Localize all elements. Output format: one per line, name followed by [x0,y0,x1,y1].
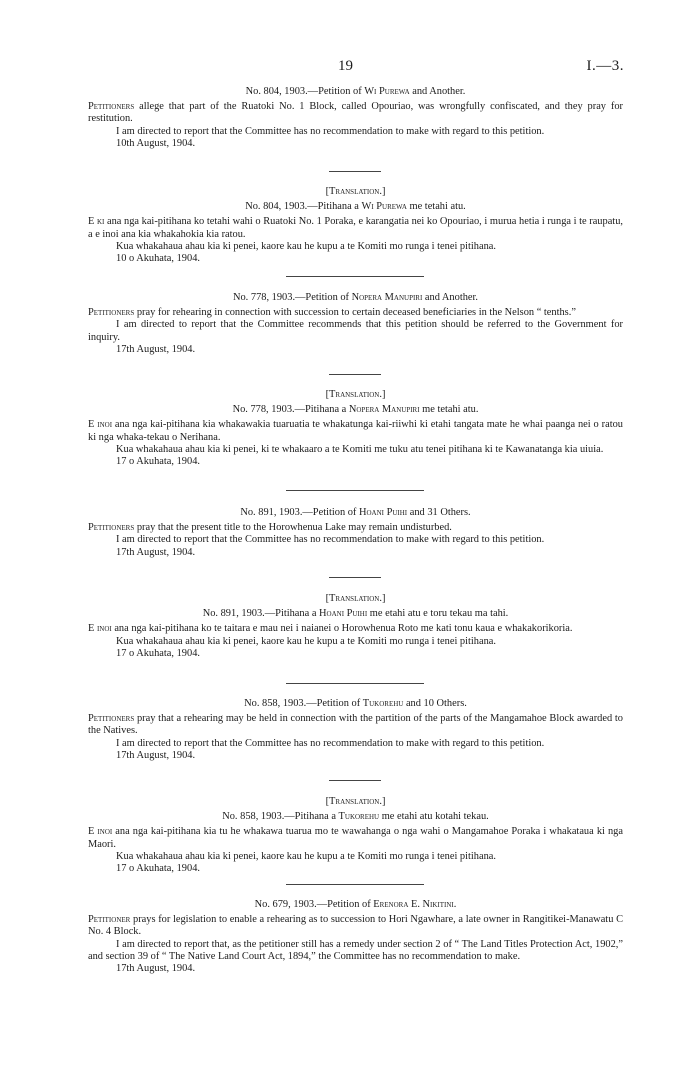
report-date: 17th August, 1904. [116,343,196,355]
petition-title: No. 858, 1903.—Pitihana a Tukorehu me etahi atu kotahi tekau. [222,811,489,823]
report-date: 10 o Akuhata, 1904. [116,253,200,265]
document-reference: I.—3. [586,58,624,74]
committee-report: Kua whakahaua ahau kia ki penei, kaore kau he kupu a te Komiti mo runga i tenei pitihana. [116,635,496,647]
petition-858-english [88,698,623,762]
petition-text: Petitioners allege that part of the Ruatoki No. 1 Block, called Opouriao, was wrongfully confiscated, and they pray for restitution. [88,101,623,125]
section-divider [329,780,381,781]
petition-text: E inoi ana nga kai-pitihana ko te taitara e mau nei i naianei o Horowhenua Roto me kati tonu kaua e whakakorikoria. [88,623,573,635]
section-divider [329,171,381,172]
petition-text: E inoi ana nga kai-pitihana kia whakawakia tuaruatia te whakatunga kai-riiwhi ki etahi tangata mate he whai paanga nei o ratou ki nga whaka-tekau o Nerihana. [88,419,623,443]
petition-804-translation [88,186,623,265]
petition-text: E ki ana nga kai-pitihana ko tetahi wahi o Ruatoki No. 1 Poraka, e karangatia nei ko Opouriao, i murua hetia i runga i te raupatu, a e inoi ana kia whakahokia kia ratou. [88,216,623,240]
report-date: 17 o Akuhata, 1904. [116,647,200,659]
petition-858-translation [88,796,623,875]
section-divider [286,276,424,277]
petition-title: No. 778, 1903.—Pitihana a Nopera Manupiri me tetahi atu. [232,404,479,416]
petition-text: Petitioner prays for legislation to enable a rehearing as to succession to Hori Ngawhare, a late owner in Rangitikei-Manawatu C No. 4 Block. [88,914,623,938]
translation-label: [Translation.] [325,389,386,400]
committee-report: Kua whakahaua ahau kia ki penei, kaore kau he kupu a te Komiti mo runga i tenei pitihana. [116,850,496,862]
committee-report: I am directed to report that the Committee has no recommendation to make with regard to this petition. [116,737,545,749]
section-divider [329,577,381,578]
petition-title: No. 804, 1903.—Pitihana a Wi Purewa me tetahi atu. [245,201,466,213]
petition-text: Petitioners pray for rehearing in connection with succession to certain deceased beneficiaries in the Nelson “ tenths.” [88,307,576,319]
petition-778-translation [88,389,623,468]
page-header [0,58,700,76]
petition-text: Petitioners pray that the present title to the Horowhenua Lake may remain undisturbed. [88,522,452,534]
petition-title: No. 679, 1903.—Petition of Erenora E. Nikitini. [254,899,457,910]
petition-title: No. 858, 1903.—Petition of Tukorehu and 10 Others. [244,698,467,709]
translation-label: [Translation.] [325,593,386,604]
committee-report: I am directed to report that the Committee has no recommendation to make with regard to this petition. [116,125,545,137]
committee-report: Kua whakahaua ahau kia ki penei, ki te whakaaro a te Komiti me tuku atu tenei pitihana ki te Kawanatanga kia uiuia. [116,443,604,455]
petition-891-translation [88,593,623,660]
section-divider [286,683,424,684]
report-date: 17 o Akuhata, 1904. [116,456,200,468]
petition-title: No. 891, 1903.—Petition of Hoani Puihi and 31 Others. [240,507,471,518]
petition-804-english [88,86,623,150]
page-number: 19 [338,58,353,74]
section-divider [286,884,424,885]
petition-text: Petitioners pray that a rehearing may be held in connection with the partition of the parts of the Mangamahoe Block awarded to the Natives. [88,713,623,737]
section-divider [329,374,381,375]
petition-title: No. 891, 1903.—Pitihana a Hoani Puihi me etahi atu e toru tekau ma tahi. [202,608,509,620]
petition-679-english [88,899,623,975]
petition-891-english [88,507,623,559]
petition-778-english [88,292,623,356]
petition-title: No. 778, 1903.—Petition of Nopera Manupiri and Another. [232,292,478,303]
report-date: 17th August, 1904. [116,963,196,975]
report-date: 10th August, 1904. [116,137,196,149]
committee-report: Kua whakahaua ahau kia ki penei, kaore kau he kupu a te Komiti mo runga i tenei pitihana. [116,240,496,252]
report-date: 17th August, 1904. [116,546,196,558]
translation-label: [Translation.] [325,186,386,197]
section-divider [286,490,424,491]
committee-report: I am directed to report that the Committee recommends that this petition should be referred to the Government for inquiry. [88,319,623,343]
report-date: 17th August, 1904. [116,749,196,761]
report-date: 17 o Akuhata, 1904. [116,863,200,875]
committee-report: I am directed to report that the Committee has no recommendation to make with regard to this petition. [116,534,545,546]
petition-text: E inoi ana nga kai-pitihana kia tu he whakawa tuarua mo te wawahanga o nga wahi o Mangamahoe Poraka i whakataua ki nga Maori. [88,826,623,850]
committee-report: I am directed to report that, as the petitioner still has a remedy under section 2 of “ The Land Titles Protection Act, 1902,” and section 39 of “ The Native Land Court Act, 1894,” the Committee has no recommendation to make. [88,938,623,962]
translation-label: [Translation.] [325,796,386,807]
petition-title: No. 804, 1903.—Petition of Wi Purewa and Another. [245,86,466,97]
